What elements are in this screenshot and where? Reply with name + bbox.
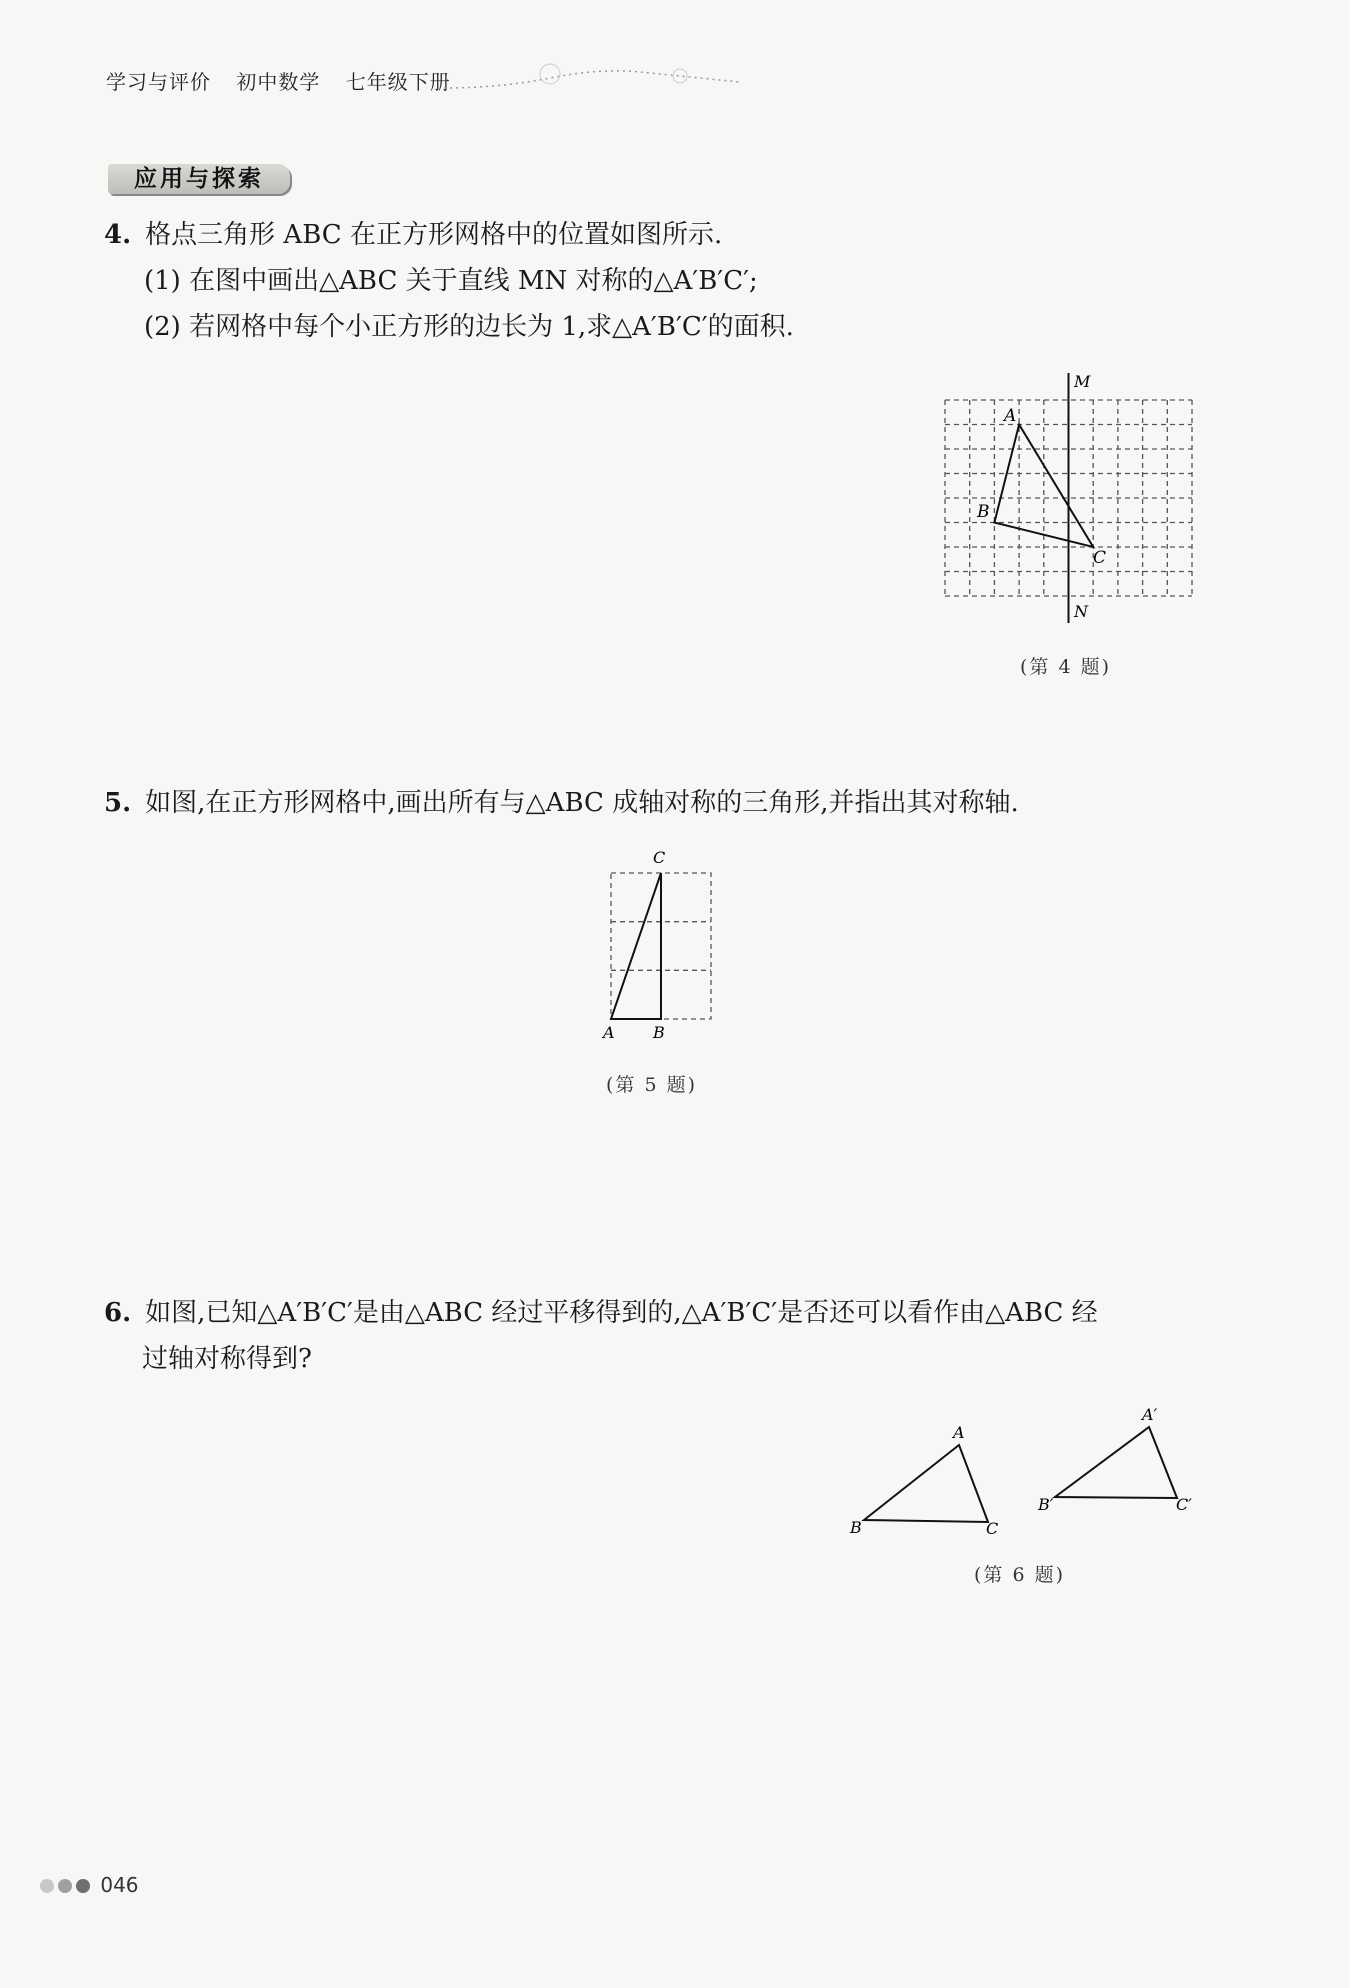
q5-triangle-abc — [611, 873, 661, 1019]
q6-line1: 如图,已知△A′B′C′是由△ABC 经过平移得到的,△A′B′C′是否还可以看作由△ABC 经 — [145, 1298, 1098, 1328]
q5-stem: 如图,在正方形网格中,画出所有与△ABC 成轴对称的三角形,并指出其对称轴. — [145, 788, 1019, 818]
header-grade: 七年级下册 — [345, 70, 451, 94]
label-n: N — [1074, 602, 1088, 621]
q5-label-c: C — [653, 848, 666, 867]
footer-dot-3 — [76, 1879, 90, 1893]
label-a: A — [1004, 406, 1017, 426]
footer-dot-2 — [58, 1879, 72, 1893]
q6-line2: 过轴对称得到? — [142, 1344, 312, 1374]
q6-label-a-prime: A′ — [1142, 1405, 1158, 1424]
q5-caption: (第 5 题) — [606, 1074, 697, 1096]
q4-stem: 格点三角形 ABC 在正方形网格中的位置如图所示. — [145, 220, 723, 250]
footer-dot-1 — [40, 1879, 54, 1893]
section-title: 应用与探索 — [108, 164, 290, 194]
q4-number: 4. — [104, 220, 132, 250]
q6-label-c: C — [986, 1519, 999, 1538]
triangle-abc-original — [864, 1445, 988, 1522]
page-footer — [40, 1873, 139, 1897]
q6-label-a: A — [953, 1423, 965, 1442]
q5-number: 5. — [104, 788, 132, 818]
header-series: 学习与评价 — [106, 70, 211, 94]
running-header — [106, 66, 469, 95]
question-5 — [104, 780, 1019, 826]
q4-grid-figure — [930, 365, 1200, 630]
triangle-abc-translated — [1055, 1427, 1177, 1498]
header-dotted-decoration — [440, 58, 760, 98]
q5-grid-figure — [595, 845, 725, 1045]
question-4 — [104, 212, 794, 350]
q6-number: 6. — [104, 1298, 132, 1328]
q4-caption: (第 4 题) — [1020, 656, 1111, 678]
label-b: B — [977, 502, 990, 522]
q6-label-c-prime: C′ — [1176, 1495, 1192, 1514]
label-c: C — [1093, 548, 1107, 568]
q5-label-b: B — [653, 1023, 665, 1042]
q6-figure — [840, 1400, 1210, 1550]
header-subject: 初中数学 — [236, 70, 321, 94]
q5-label-a: A — [603, 1023, 615, 1042]
q6-label-b-prime: B′ — [1038, 1495, 1054, 1514]
q4-part2: (2) 若网格中每个小正方形的边长为 1,求△A′B′C′的面积. — [144, 312, 794, 342]
q6-caption: (第 6 题) — [974, 1564, 1065, 1586]
q4-part1: (1) 在图中画出△ABC 关于直线 MN 对称的△A′B′C′; — [144, 266, 758, 296]
page-number: 046 — [100, 1873, 139, 1897]
q6-label-b: B — [850, 1518, 862, 1537]
question-6 — [104, 1290, 1098, 1382]
label-m: M — [1074, 372, 1091, 391]
